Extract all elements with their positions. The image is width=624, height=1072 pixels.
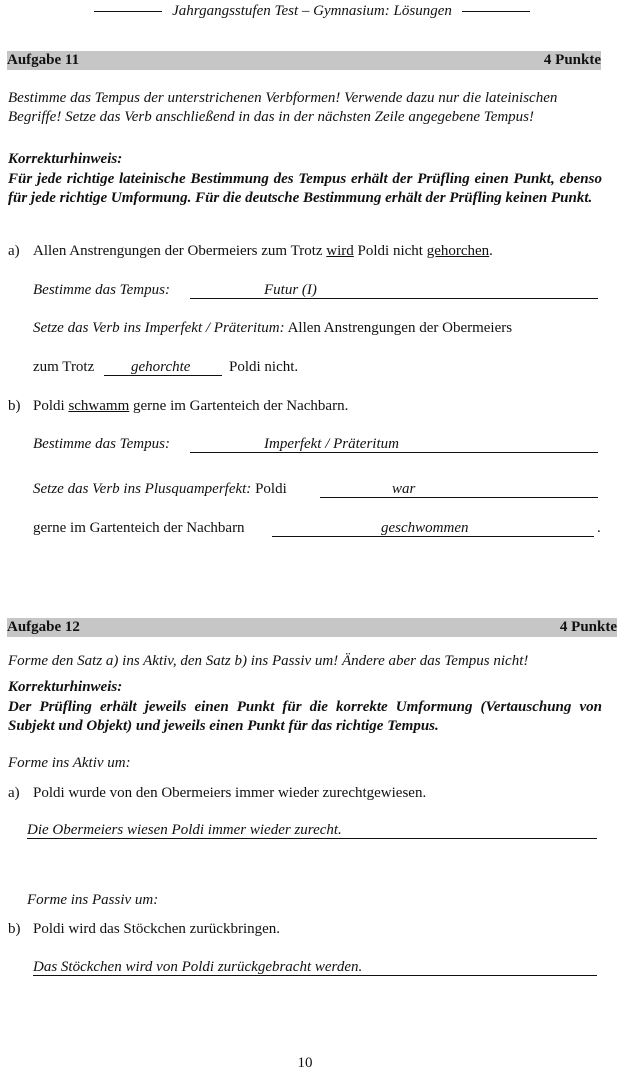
task12-b-answer: Das Stöckchen wird von Poldi zurückgebracht werden. xyxy=(33,959,363,975)
header-title: Jahrgangsstufen Test – Gymnasium: Lösungen xyxy=(172,3,452,19)
page-header xyxy=(0,3,624,20)
task11-a-convert-text2-post: Poldi nicht. xyxy=(229,359,299,375)
task11-title-bar xyxy=(7,51,601,70)
task11-a-determine-label: Bestimme das Tempus: xyxy=(33,282,170,298)
underlined-verb-wird: wird xyxy=(326,243,354,259)
task11-b-label: b) xyxy=(8,398,21,414)
task11-b-convert-end: . xyxy=(597,520,601,536)
task11-b-convert-line1: Setze das Verb ins Plusquamperfekt: Poldi xyxy=(33,481,287,497)
task11-b-determine-answer-line xyxy=(190,435,598,453)
task11-instruction: Bestimme das Tempus der unterstrichenen Verbformen! Verwende dazu nur die lateinischen Begriffe! Setze das Verb anschließend in das in der nächsten Zeile angegebene Tempus! xyxy=(8,90,558,125)
task12-a-answer: Die Obermeiers wiesen Poldi immer wieder zurecht. xyxy=(27,822,342,838)
task11-title: Aufgabe 11 xyxy=(7,52,80,68)
task11-a-label: a) xyxy=(8,243,20,259)
task12-hint-label: Korrekturhinweis: xyxy=(8,679,123,695)
task12-instruction: Forme den Satz a) ins Aktiv, den Satz b) ins Passiv um! Ändere aber das Tempus nicht! xyxy=(8,653,529,669)
task12-b-answer-line xyxy=(33,958,597,976)
underlined-verb-schwamm: schwamm xyxy=(68,398,130,414)
header-rule-left xyxy=(94,11,162,12)
task12-hint: Der Prüfling erhält jeweils einen Punkt für die korrekte Umformung (Vertauschung von Subjekt und Objekt) und jeweils einen Punkt für das richtige Tempus. xyxy=(8,699,602,734)
task11-b-convert-text2: gerne im Gartenteich der Nachbarn xyxy=(33,520,245,536)
task12-active-label: Forme ins Aktiv um: xyxy=(8,755,131,771)
task12-title-bar xyxy=(7,618,617,637)
task11-b-convert-answer2: geschwommen xyxy=(381,520,469,536)
task12-b-label: b) xyxy=(8,921,21,937)
task12-b-sentence: Poldi wird das Stöckchen zurückbringen. xyxy=(33,921,281,937)
task12-passive-label: Forme ins Passiv um: xyxy=(27,892,159,908)
task11-b-determine-answer: Imperfekt / Präteritum xyxy=(264,436,399,452)
task12-a-answer-line xyxy=(27,821,597,839)
task11-a-convert-text2-pre: zum Trotz xyxy=(33,359,95,375)
task12-a-sentence: Poldi wurde von den Obermeiers immer wieder zurechtgewiesen. xyxy=(33,785,427,801)
header-rule-right xyxy=(462,11,530,12)
task12-a-label: a) xyxy=(8,785,20,801)
task11-a-convert-line1: Setze das Verb ins Imperfekt / Präteritum: Allen Anstrengungen der Obermeiers xyxy=(33,320,513,336)
underlined-verb-gehorchen: gehorchen xyxy=(426,243,490,259)
task11-a-sentence: Allen Anstrengungen der Obermeiers zum Trotz wird Poldi nicht gehorchen. xyxy=(33,243,493,259)
task11-a-convert-answer: gehorchte xyxy=(131,359,191,375)
task11-b-convert-answer2-line xyxy=(272,519,594,537)
task12-title: Aufgabe 12 xyxy=(7,619,80,635)
task11-hint: Für jede richtige lateinische Bestimmung des Tempus erhält der Prüfling einen Punkt, ebenso für jede richtige Umformung. Für die deutsche Bestimmung erhält der Prüfling keinen Punkt. xyxy=(8,171,602,206)
task12-points: 4 Punkte xyxy=(559,619,617,635)
task11-hint-label: Korrekturhinweis: xyxy=(8,151,123,167)
task11-b-sentence: Poldi schwamm gerne im Gartenteich der Nachbarn. xyxy=(33,398,349,414)
page-number: 10 xyxy=(297,1055,313,1071)
task11-b-convert-answer1-line xyxy=(320,480,598,498)
task11-a-determine-answer-line xyxy=(190,281,598,299)
task11-b-determine-label: Bestimme das Tempus: xyxy=(33,436,170,452)
task11-b-convert-answer1: war xyxy=(392,481,416,497)
task11-a-convert-answer-line xyxy=(104,358,222,376)
task11-a-determine-answer: Futur (I) xyxy=(264,282,317,298)
task11-points: 4 Punkte xyxy=(543,52,601,68)
